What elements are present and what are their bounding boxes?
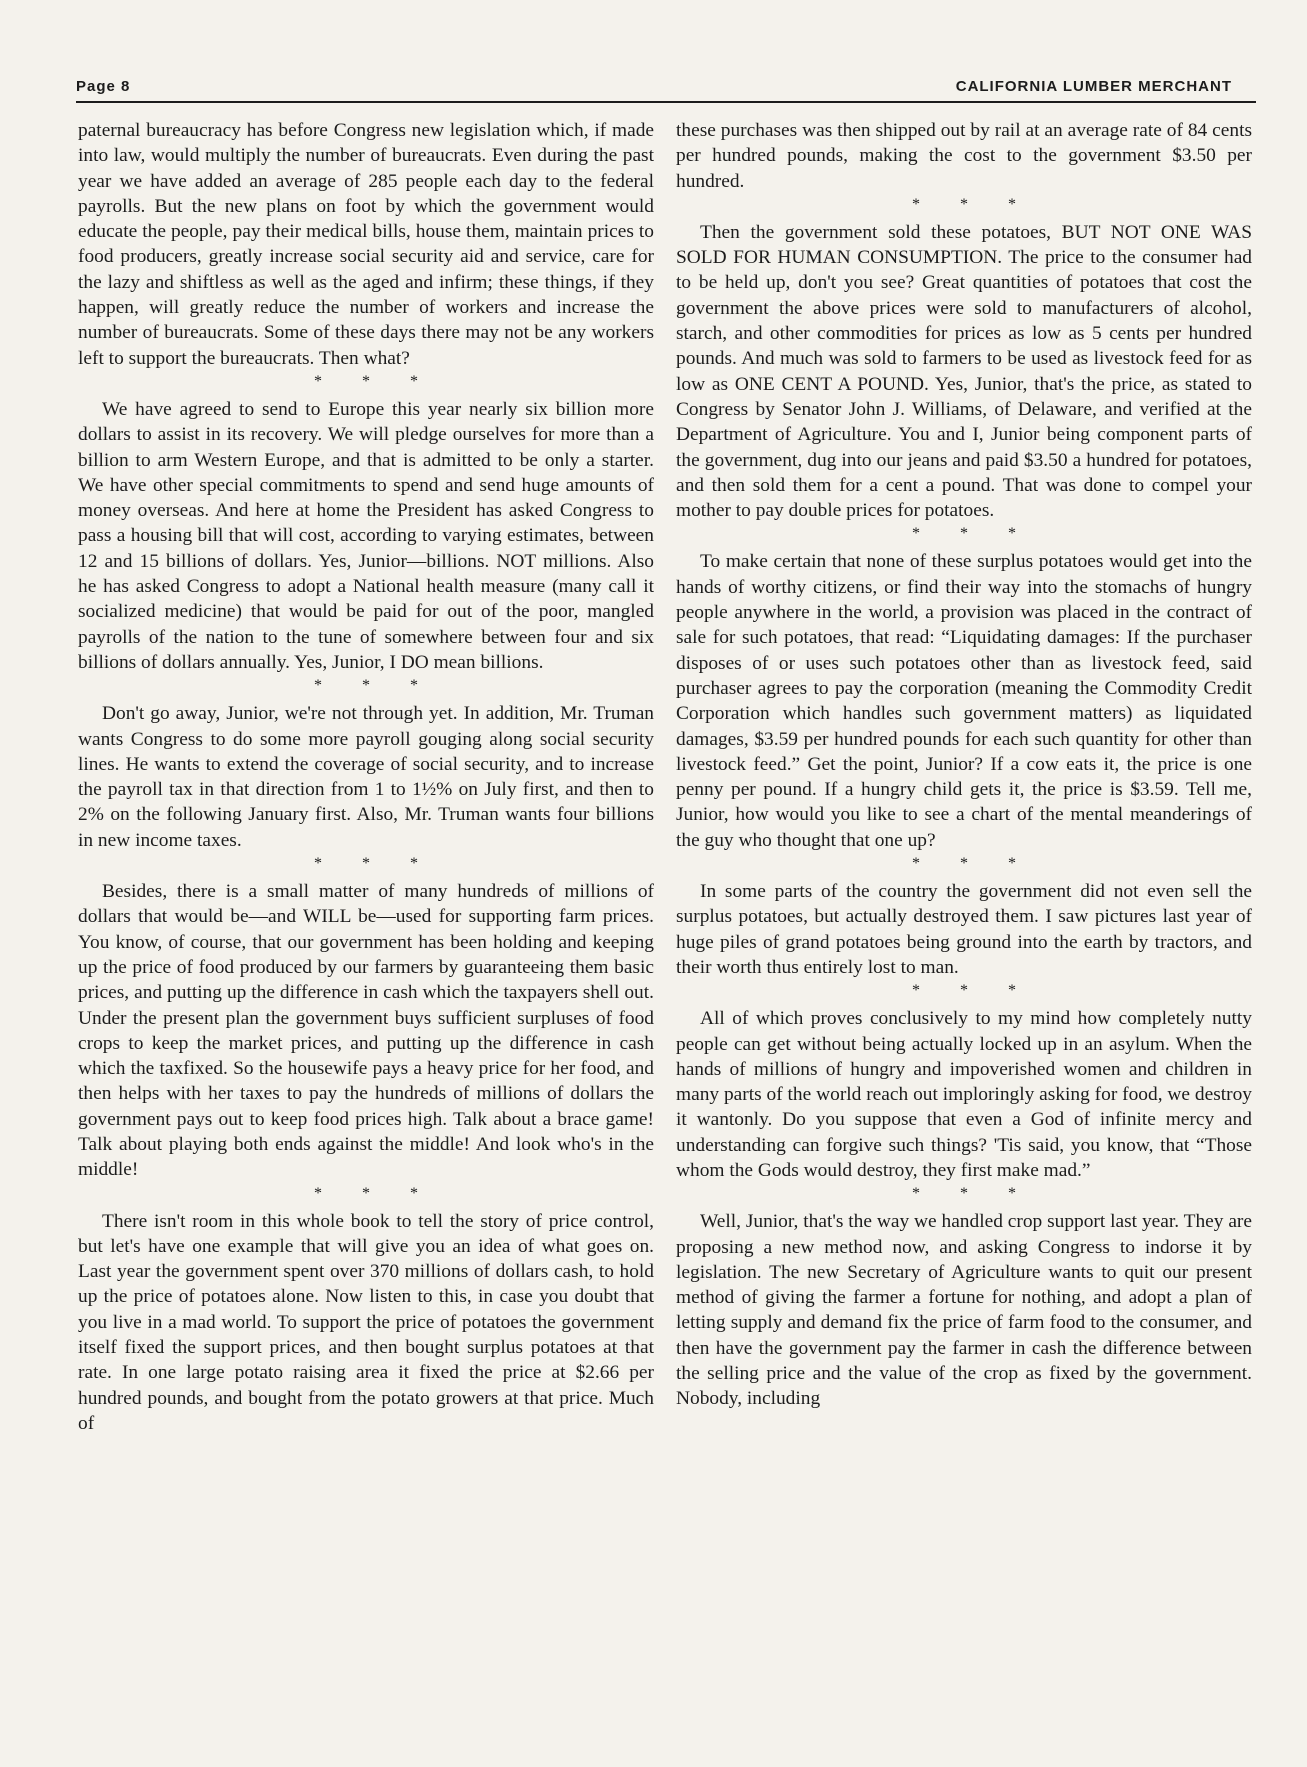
paragraph: Don't go away, Junior, we're not through yet. In addition, Mr. Truman wants Congress to do some more payroll gouging along social security lines. He wants to extend the coverage of social security, and to increase the payroll tax in that direction from 1 to 1½% on July first, and then to 2% on the following January first. Also, Mr. Truman wants four billions in new income taxes. <box>78 703 654 851</box>
paragraph: All of which proves conclusively to my mind how completely nutty people can get without being actually locked up in an asylum. When the hands of millions of hungry and impoverished women and children in many parts of the world reach out imploringly asking for food, we destroy it wantonly. Do you suppose that even a God of infinite mercy and understanding can forgive such things? 'Tis said, you know, that “Those whom the Gods would destroy, they first make mad.” <box>676 1008 1252 1181</box>
paragraph: In some parts of the country the government did not even sell the surplus potatoes, but actually destroyed them. I saw pictures last year of huge piles of grand potatoes being ground into the earth by tractors, and their worth thus entirely lost to man. <box>676 881 1252 978</box>
section-separator: * * * <box>912 525 1034 543</box>
publication-title: CALIFORNIA LUMBER MERCHANT <box>955 78 1232 95</box>
section-separator: * * * <box>912 982 1034 1000</box>
section-separator: * * * <box>314 677 436 695</box>
paragraph: Besides, there is a small matter of many hundreds of millions of dollars that would be—and WILL be—used for supporting farm prices. You know, of course, that our government has been holding and keeping up the price of food produced by our farmers by guaranteeing them basic prices, and putting up the difference in cash which the taxpayers shell out. Under the present plan the government buys sufficient surpluses of food crops to keep the market prices, and putting up the difference in cash which the taxfixed. So the housewife pays a heavy price for her food, and then helps with her taxes to pay the hundreds of millions of dollars the government pays out to keep food prices high. Talk about a brace game! Talk about playing both ends against the middle! And look who's in the middle! <box>78 881 654 1181</box>
section-separator: * * * <box>912 195 1034 213</box>
left-column <box>78 118 654 1698</box>
section-separator: * * * <box>912 1185 1034 1203</box>
paragraph: To make certain that none of these surplus potatoes would get into the hands of worthy citizens, or find their way into the stomachs of hungry people anywhere in the world, a provision was placed in the contract of sale for such potatoes, that read: “Liquidating damages: If the purchaser disposes of or uses such potatoes other than as livestock feed, said purchaser agrees to pay the corporation (meaning the Commodity Credit Corporation which handles such government matters) as liquidated damages, $3.59 per hundred pounds for each such quantity for other than livestock feed.” Get the point, Junior? If a cow eats it, the price is one penny per pound. If a hungry child gets it, the price is $3.59. Tell me, Junior, how would you like to see a chart of the mental meanderings of the guy who thought that one up? <box>676 551 1252 851</box>
section-separator: * * * <box>314 372 436 390</box>
section-separator: * * * <box>314 1184 436 1202</box>
right-column <box>676 118 1252 1698</box>
page-number: Page 8 <box>76 78 131 95</box>
paragraph: paternal bureaucracy has before Congress new legislation which, if made into law, would multiply the number of bureaucrats. Even during the past year we have added an average of 285 people each day to the federal payrolls. But the new plans on foot by which the government would educate the people, pay their medical bills, house them, maintain prices to food producers, greatly increase social security aid and service, care for the lazy and shiftless as well as the aged and infirm; these things, if they happen, will greatly reduce the number of workers and increase the number of bureaucrats. Some of these days there may not be any workers left to support the bureaucrats. Then what? <box>78 120 654 369</box>
section-separator: * * * <box>912 855 1034 873</box>
paragraph: Then the government sold these potatoes, BUT NOT ONE WAS SOLD FOR HUMAN CONSUMPTION. The price to the consumer had to be held up, don't you see? Great quantities of potatoes that cost the government the above prices were sold to manufacturers of alcohol, starch, and other commodities for prices as low as 5 cents per hundred pounds. And much was sold to farmers to be used as livestock feed for as low as ONE CENT A POUND. Yes, Junior, that's the price, as stated to Congress by Senator John J. Williams, of Delaware, and verified at the Department of Agriculture. You and I, Junior being component parts of the government, dug into our jeans and paid $3.50 a hundred for potatoes, and then sold them for a cent a pound. That was done to compel your mother to pay double prices for potatoes. <box>676 221 1252 522</box>
paragraph: these purchases was then shipped out by rail at an average rate of 84 cents per hundred pounds, making the cost to the government $3.50 per hundred. <box>676 120 1252 192</box>
paragraph: We have agreed to send to Europe this year nearly six billion more dollars to assist in its recovery. We will pledge ourselves for more than a billion to arm Western Europe, and that is admitted to be only a starter. We have other special commitments to spend and send huge amounts of money overseas. And here at home the President has asked Congress to pass a housing bill that will cost, according to varying estimates, between 12 and 15 billions of dollars. Yes, Junior—billions. NOT millions. Also he has asked Congress to adopt a National health measure (many call it socialized medicine) that would be paid for out of the poor, mangled payrolls of the nation to the tune of somewhere between four and six billions of dollars annually. Yes, Junior, I DO mean billions. <box>78 398 654 673</box>
paragraph: There isn't room in this whole book to tell the story of price control, but let's have one example that will give you an idea of what goes on. Last year the government spent over 370 millions of dollars cash, to hold up the price of potatoes alone. Now listen to this, in case you doubt that you live in a mad world. To support the price of potatoes the government itself fixed the support prices, and then bought surplus potatoes at that rate. In one large potato raising area it fixed the price at $2.66 per hundred pounds, and bought from the potato growers at that price. Much of <box>78 1210 654 1434</box>
paragraph: Well, Junior, that's the way we handled crop support last year. They are proposing a new method now, and asking Congress to indorse it by legislation. The new Secretary of Agriculture wants to quit our present method of giving the farmer a fortune for nothing, and adopt a plan of letting supply and demand fix the price of farm food to the consumer, and then have the government pay the farmer in cash the difference between the selling price and the value of the crop as fixed by the government. Nobody, including <box>676 1211 1252 1410</box>
section-separator: * * * <box>314 855 436 873</box>
header-rule <box>76 101 1256 103</box>
